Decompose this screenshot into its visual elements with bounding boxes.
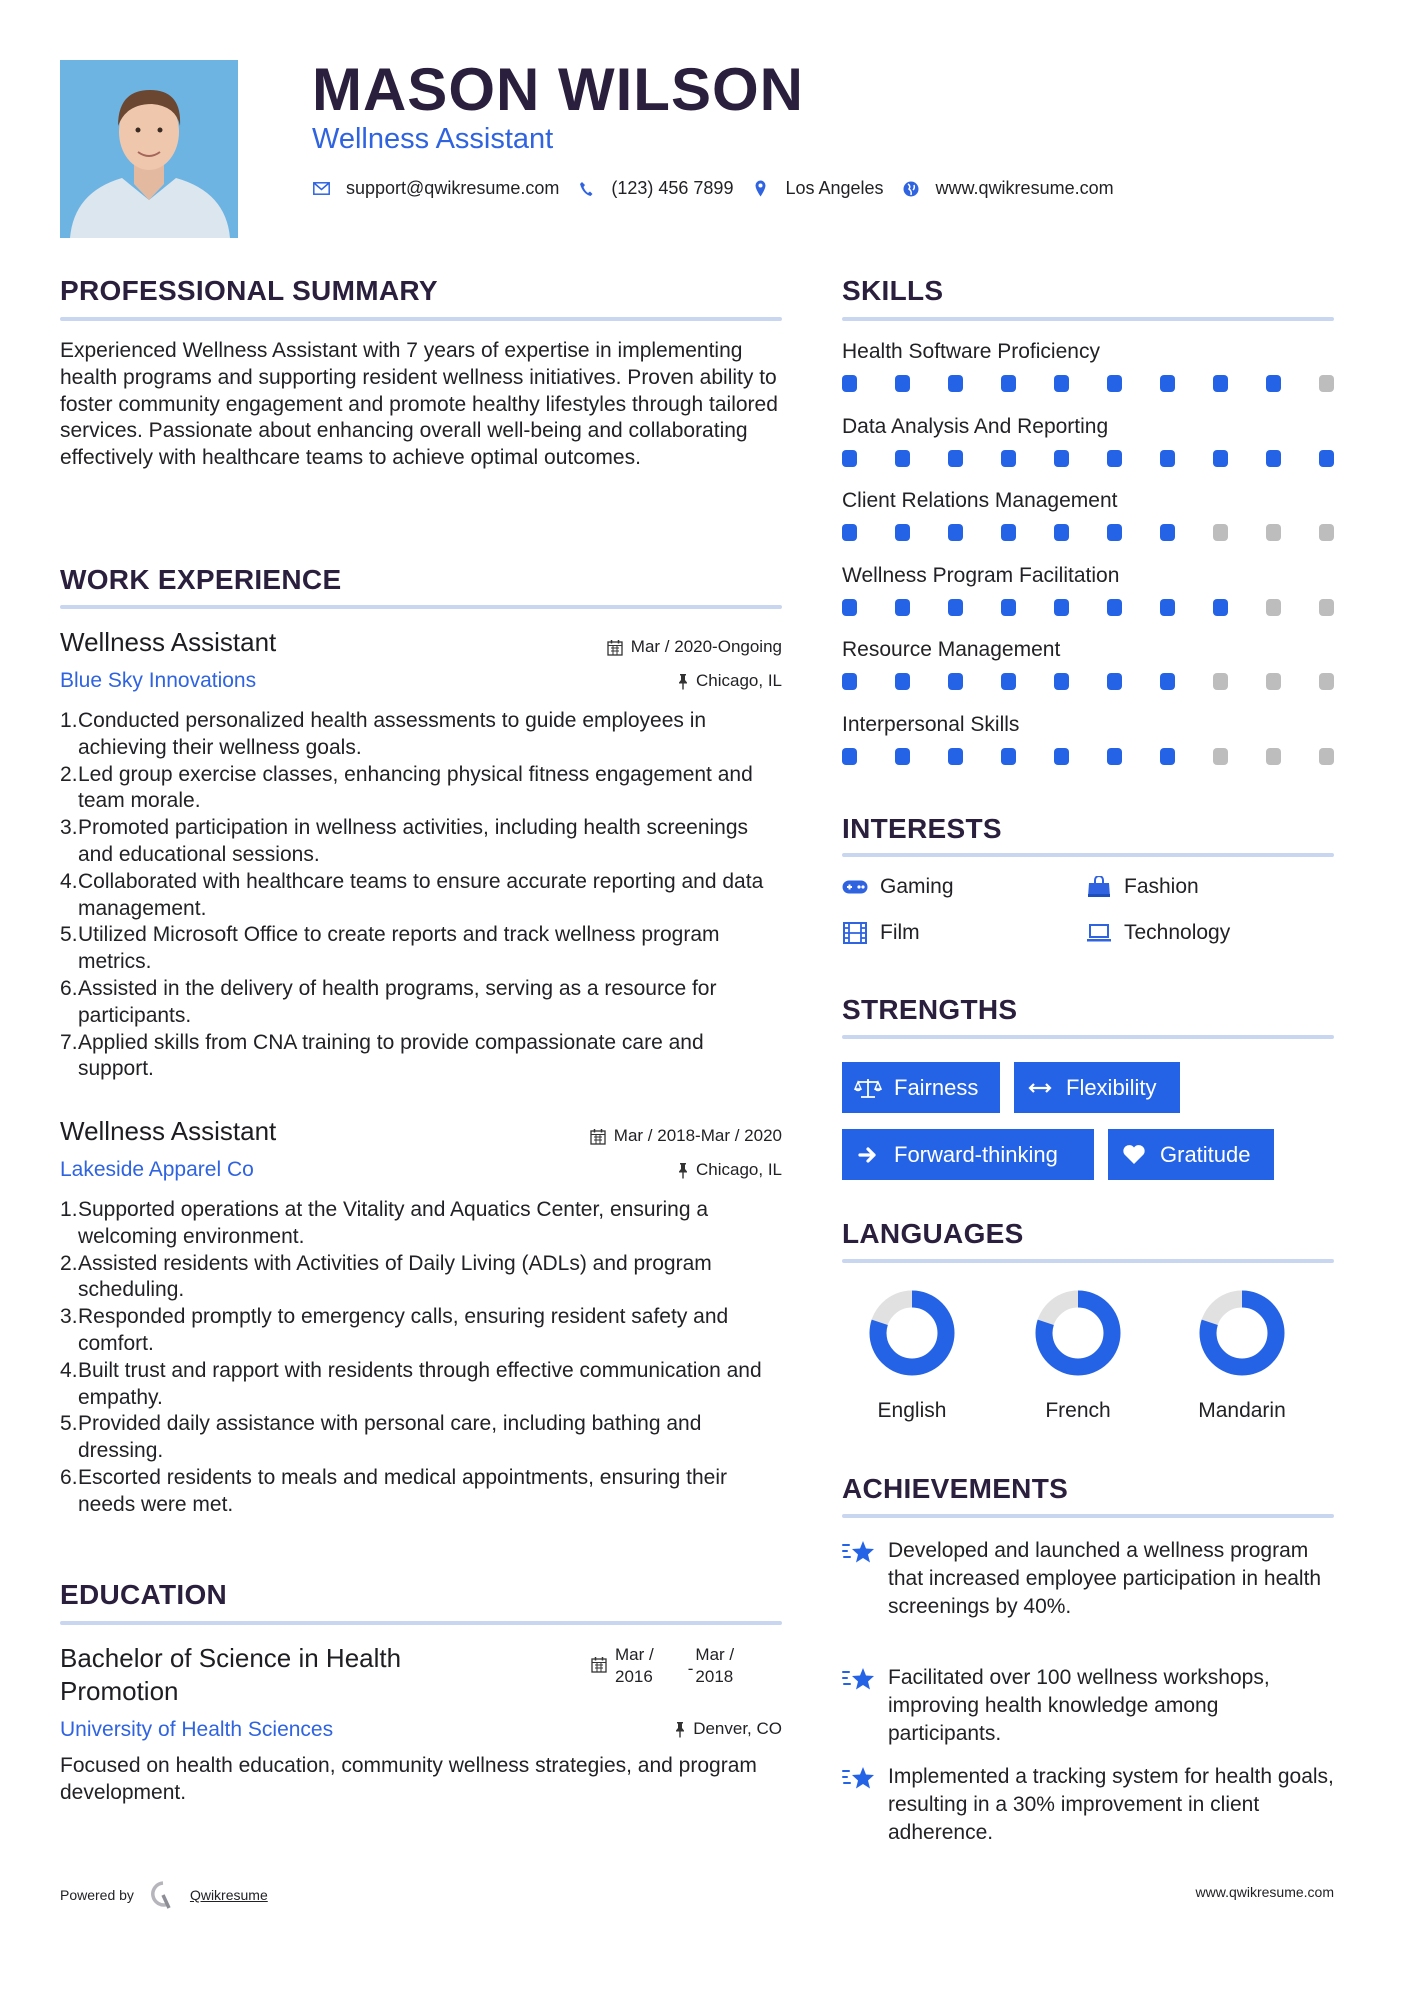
rating-dot-filled — [948, 748, 963, 765]
skill-item — [842, 414, 1334, 489]
strength-label: Forward-thinking — [894, 1141, 1058, 1167]
skill-item — [842, 712, 1334, 787]
globe-icon — [902, 180, 920, 198]
rating-dot-empty — [1319, 748, 1334, 765]
interest-label: Film — [880, 921, 920, 944]
rating-dot-filled — [842, 375, 857, 392]
education-description: Focused on health education, community wellness strategies, and program development. — [60, 1754, 757, 1804]
rating-dot-filled — [842, 450, 857, 467]
rating-dot-empty — [1213, 673, 1228, 690]
education-divider — [60, 1621, 782, 1625]
job-location-text: Chicago, IL — [696, 1160, 782, 1179]
qwikresume-logo-icon — [148, 1880, 178, 1910]
rating-dot-filled — [1001, 524, 1016, 541]
pushpin-icon — [678, 673, 688, 690]
footer-branding — [60, 1880, 268, 1910]
job-title: Wellness Assistant — [60, 627, 277, 657]
location-text: Los Angeles — [785, 178, 884, 198]
end-date: Mar / 2018 — [695, 1645, 735, 1686]
rating-dot-filled — [948, 673, 963, 690]
job-company: Lakeside Apparel Co — [60, 1158, 254, 1181]
language-name: French — [1045, 1399, 1111, 1422]
list-item: Applied skills from CNA training to provide compassionate care and support. — [78, 1030, 704, 1081]
rating-dot-filled — [1266, 375, 1281, 392]
job-responsibilities — [60, 708, 782, 1083]
language-name: English — [877, 1399, 947, 1422]
skill-rating — [842, 375, 1334, 392]
language-name: Mandarin — [1198, 1399, 1286, 1422]
gamepad-icon — [842, 876, 868, 898]
rating-dot-filled — [1213, 450, 1228, 467]
language-item — [852, 1290, 972, 1423]
contact-website[interactable] — [902, 178, 1114, 199]
skill-item — [842, 339, 1334, 414]
rating-dot-empty — [1266, 599, 1281, 616]
rating-dot-filled — [1054, 450, 1069, 467]
shooting-star-icon — [842, 1664, 878, 1748]
language-donut — [1199, 1290, 1285, 1376]
rating-dot-filled — [1054, 524, 1069, 541]
strength-forward-thinking — [842, 1129, 1094, 1180]
rating-dot-filled — [948, 599, 963, 616]
skill-name: Resource Management — [842, 638, 1061, 661]
rating-dot-filled — [1107, 599, 1122, 616]
interest-technology — [1086, 921, 1230, 945]
rating-dot-filled — [1160, 599, 1175, 616]
rating-dot-filled — [1107, 524, 1122, 541]
rating-dot-filled — [895, 375, 910, 392]
interest-label: Gaming — [880, 875, 954, 898]
rating-dot-empty — [1213, 524, 1228, 541]
rating-dot-filled — [895, 524, 910, 541]
rating-dot-filled — [948, 524, 963, 541]
job-location — [678, 670, 782, 692]
start-date: Mar / 2016 — [615, 1645, 654, 1686]
calendar-icon — [590, 1128, 606, 1145]
interest-film — [842, 921, 920, 945]
candidate-name: MASON WILSON — [312, 56, 804, 123]
rating-dot-empty — [1319, 375, 1334, 392]
shooting-star-icon — [842, 1537, 878, 1621]
achievements-divider — [842, 1514, 1334, 1518]
skill-rating — [842, 450, 1334, 467]
rating-dot-empty — [1213, 748, 1228, 765]
contact-phone[interactable] — [577, 178, 733, 199]
rating-dot-filled — [842, 673, 857, 690]
education-heading: EDUCATION — [60, 1579, 228, 1610]
rating-dot-filled — [1107, 450, 1122, 467]
email-text: support@qwikresume.com — [346, 178, 560, 198]
balance-scale-icon — [854, 1077, 882, 1099]
rating-dot-filled — [895, 450, 910, 467]
rating-dot-filled — [1001, 450, 1016, 467]
rating-dot-filled — [1107, 748, 1122, 765]
interest-gaming — [842, 875, 954, 899]
skill-item — [842, 488, 1334, 563]
achievement-item — [842, 1763, 1334, 1847]
phone-text: (123) 456 7899 — [611, 178, 734, 198]
arrows-horizontal-icon — [1026, 1077, 1054, 1099]
skill-rating — [842, 524, 1334, 541]
languages-heading: LANGUAGES — [842, 1218, 1024, 1249]
list-item: Provided daily assistance with personal care, including bathing and dressing. — [78, 1412, 702, 1463]
avatar-illustration — [60, 60, 238, 238]
rating-dot-empty — [1266, 748, 1281, 765]
job-responsibilities — [60, 1197, 782, 1519]
rating-dot-filled — [895, 748, 910, 765]
job-dates-text: Mar / 2020-Ongoing — [630, 637, 782, 656]
summary-heading: PROFESSIONAL SUMMARY — [60, 275, 438, 306]
arrow-right-icon — [854, 1144, 882, 1166]
strengths-heading: STRENGTHS — [842, 994, 1018, 1025]
website-text: www.qwikresume.com — [935, 178, 1114, 198]
strength-fairness — [842, 1062, 1000, 1113]
language-item — [1018, 1290, 1138, 1423]
shopping-bag-icon — [1086, 876, 1112, 898]
rating-dot-filled — [1054, 375, 1069, 392]
job-dates — [590, 1125, 782, 1147]
strength-label: Fairness — [894, 1074, 979, 1100]
film-icon — [842, 922, 868, 944]
languages-list — [842, 1290, 1334, 1440]
rating-dot-filled — [1213, 599, 1228, 616]
rating-dot-filled — [948, 450, 963, 467]
strengths-divider — [842, 1035, 1334, 1039]
language-donut — [1035, 1290, 1121, 1376]
rating-dot-filled — [1160, 748, 1175, 765]
rating-dot-filled — [1001, 673, 1016, 690]
skill-name: Health Software Proficiency — [842, 340, 1100, 363]
rating-dot-empty — [1266, 524, 1281, 541]
interests-heading: INTERESTS — [842, 813, 1002, 844]
skill-name: Client Relations Management — [842, 489, 1118, 512]
list-item: Escorted residents to meals and medical appointments, ensuring their needs were met. — [78, 1465, 728, 1516]
interest-label: Technology — [1124, 921, 1231, 944]
skills-heading: SKILLS — [842, 275, 944, 306]
map-pin-icon — [751, 180, 769, 198]
skill-item — [842, 637, 1334, 712]
job-dates-text: Mar / 2018-Mar / 2020 — [613, 1126, 782, 1145]
skills-divider — [842, 317, 1334, 321]
heart-icon — [1120, 1144, 1148, 1166]
achievement-item — [842, 1664, 1334, 1748]
rating-dot-filled — [1266, 450, 1281, 467]
skill-name: Interpersonal Skills — [842, 712, 1020, 736]
language-item — [1182, 1290, 1302, 1423]
achievement-text: Facilitated over 100 wellness workshops, improving health knowledge among participants. — [888, 1666, 1270, 1745]
calendar-icon — [591, 1656, 607, 1673]
achievement-text: Developed and launched a wellness program that increased employee participation in health screenings by 40%. — [888, 1539, 1322, 1618]
job-location — [678, 1159, 782, 1181]
school-name: University of Health Sciences — [60, 1718, 334, 1741]
summary-text: Experienced Wellness Assistant with 7 years of expertise in implementing health programs and supporting resident wellness initiatives. Proven ability to foster community engagement and promote healthy lifestyles through tailored services. Passionate about enhancing overall well-being and collaborating effectively with healthcare teams to achieve optimal outcomes. — [60, 339, 778, 470]
rating-dot-filled — [1054, 599, 1069, 616]
education-dates — [591, 1644, 734, 1688]
date-separator: - — [687, 1659, 694, 1678]
languages-divider — [842, 1259, 1334, 1263]
achievements-heading: ACHIEVEMENTS — [842, 1473, 1069, 1504]
rating-dot-filled — [1001, 748, 1016, 765]
rating-dot-empty — [1319, 673, 1334, 690]
rating-dot-filled — [1107, 375, 1122, 392]
skill-name: Wellness Program Facilitation — [842, 563, 1120, 587]
rating-dot-filled — [1319, 450, 1334, 467]
rating-dot-filled — [1054, 748, 1069, 765]
strength-label: Flexibility — [1066, 1074, 1157, 1100]
summary-divider — [60, 317, 782, 321]
skill-rating — [842, 599, 1334, 616]
skills-list — [842, 339, 1334, 786]
experience-divider — [60, 605, 782, 609]
profile-photo — [60, 60, 238, 238]
list-item: Led group exercise classes, enhancing physical fitness engagement and team morale. — [78, 762, 753, 813]
rating-dot-filled — [1107, 673, 1122, 690]
list-item: Assisted residents with Activities of Daily Living (ADLs) and program scheduling. — [78, 1251, 712, 1302]
envelope-icon — [312, 180, 330, 198]
rating-dot-empty — [1266, 673, 1281, 690]
strength-label: Gratitude — [1160, 1141, 1251, 1167]
language-donut — [869, 1290, 955, 1376]
rating-dot-filled — [1160, 450, 1175, 467]
rating-dot-filled — [842, 748, 857, 765]
experience-heading: WORK EXPERIENCE — [60, 564, 342, 595]
rating-dot-filled — [895, 599, 910, 616]
rating-dot-filled — [1160, 524, 1175, 541]
list-item: Supported operations at the Vitality and Aquatics Center, ensuring a welcoming environment. — [78, 1198, 709, 1248]
contact-email[interactable] — [312, 178, 559, 199]
rating-dot-filled — [948, 375, 963, 392]
degree-title — [60, 1642, 401, 1708]
job-title: Wellness Assistant — [60, 1116, 277, 1146]
qwikresume-link[interactable]: Qwikresume — [189, 1887, 268, 1903]
school-location — [675, 1718, 782, 1740]
strength-gratitude — [1108, 1129, 1274, 1180]
degree-line-2: Promotion — [60, 1676, 179, 1706]
rating-dot-filled — [1160, 375, 1175, 392]
laptop-icon — [1086, 922, 1112, 944]
rating-dot-empty — [1319, 599, 1334, 616]
skill-rating — [842, 673, 1334, 690]
rating-dot-filled — [1001, 599, 1016, 616]
rating-dot-filled — [842, 599, 857, 616]
interests-divider — [842, 853, 1334, 857]
list-item: Collaborated with healthcare teams to ensure accurate reporting and data management. — [78, 869, 764, 920]
degree-line-1: Bachelor of Science in Health — [60, 1643, 402, 1673]
rating-dot-filled — [842, 524, 857, 541]
interest-fashion — [1086, 875, 1199, 899]
pushpin-icon — [678, 1162, 688, 1179]
job-company: Blue Sky Innovations — [60, 669, 257, 692]
list-item: Promoted participation in wellness activities, including health screenings and educational sessions. — [78, 816, 749, 866]
calendar-icon — [607, 639, 623, 656]
school-location-text: Denver, CO — [693, 1719, 782, 1738]
rating-dot-filled — [1160, 673, 1175, 690]
list-item: Responded promptly to emergency calls, ensuring resident safety and comfort. — [78, 1305, 729, 1355]
footer-website[interactable]: www.qwikresume.com — [1195, 1884, 1334, 1900]
shooting-star-icon — [842, 1763, 878, 1847]
rating-dot-filled — [1213, 375, 1228, 392]
phone-icon — [577, 180, 595, 198]
list-item: Utilized Microsoft Office to create reports and track wellness program metrics. — [78, 923, 720, 974]
achievement-item — [842, 1537, 1334, 1621]
interest-label: Fashion — [1124, 875, 1199, 898]
contact-location — [751, 178, 883, 199]
pushpin-icon — [675, 1721, 685, 1738]
rating-dot-filled — [1054, 673, 1069, 690]
job-dates — [607, 636, 782, 658]
skill-name: Data Analysis And Reporting — [842, 414, 1109, 438]
skill-rating — [842, 748, 1334, 765]
list-item: Assisted in the delivery of health programs, serving as a resource for participants. — [78, 976, 717, 1027]
powered-by-label: Powered by — [60, 1887, 134, 1903]
candidate-role: Wellness Assistant — [312, 123, 554, 155]
contact-bar — [312, 178, 1132, 199]
rating-dot-filled — [1001, 375, 1016, 392]
list-item: Built trust and rapport with residents through effective communication and empathy. — [78, 1358, 762, 1409]
rating-dot-filled — [895, 673, 910, 690]
rating-dot-empty — [1319, 524, 1334, 541]
list-item: Conducted personalized health assessments to guide employees in achieving their wellness goals. — [78, 709, 707, 759]
strength-flexibility — [1014, 1062, 1180, 1113]
achievement-text: Implemented a tracking system for health goals, resulting in a 30% improvement in client adherence. — [888, 1765, 1334, 1844]
job-location-text: Chicago, IL — [696, 671, 782, 690]
skill-item — [842, 563, 1334, 638]
